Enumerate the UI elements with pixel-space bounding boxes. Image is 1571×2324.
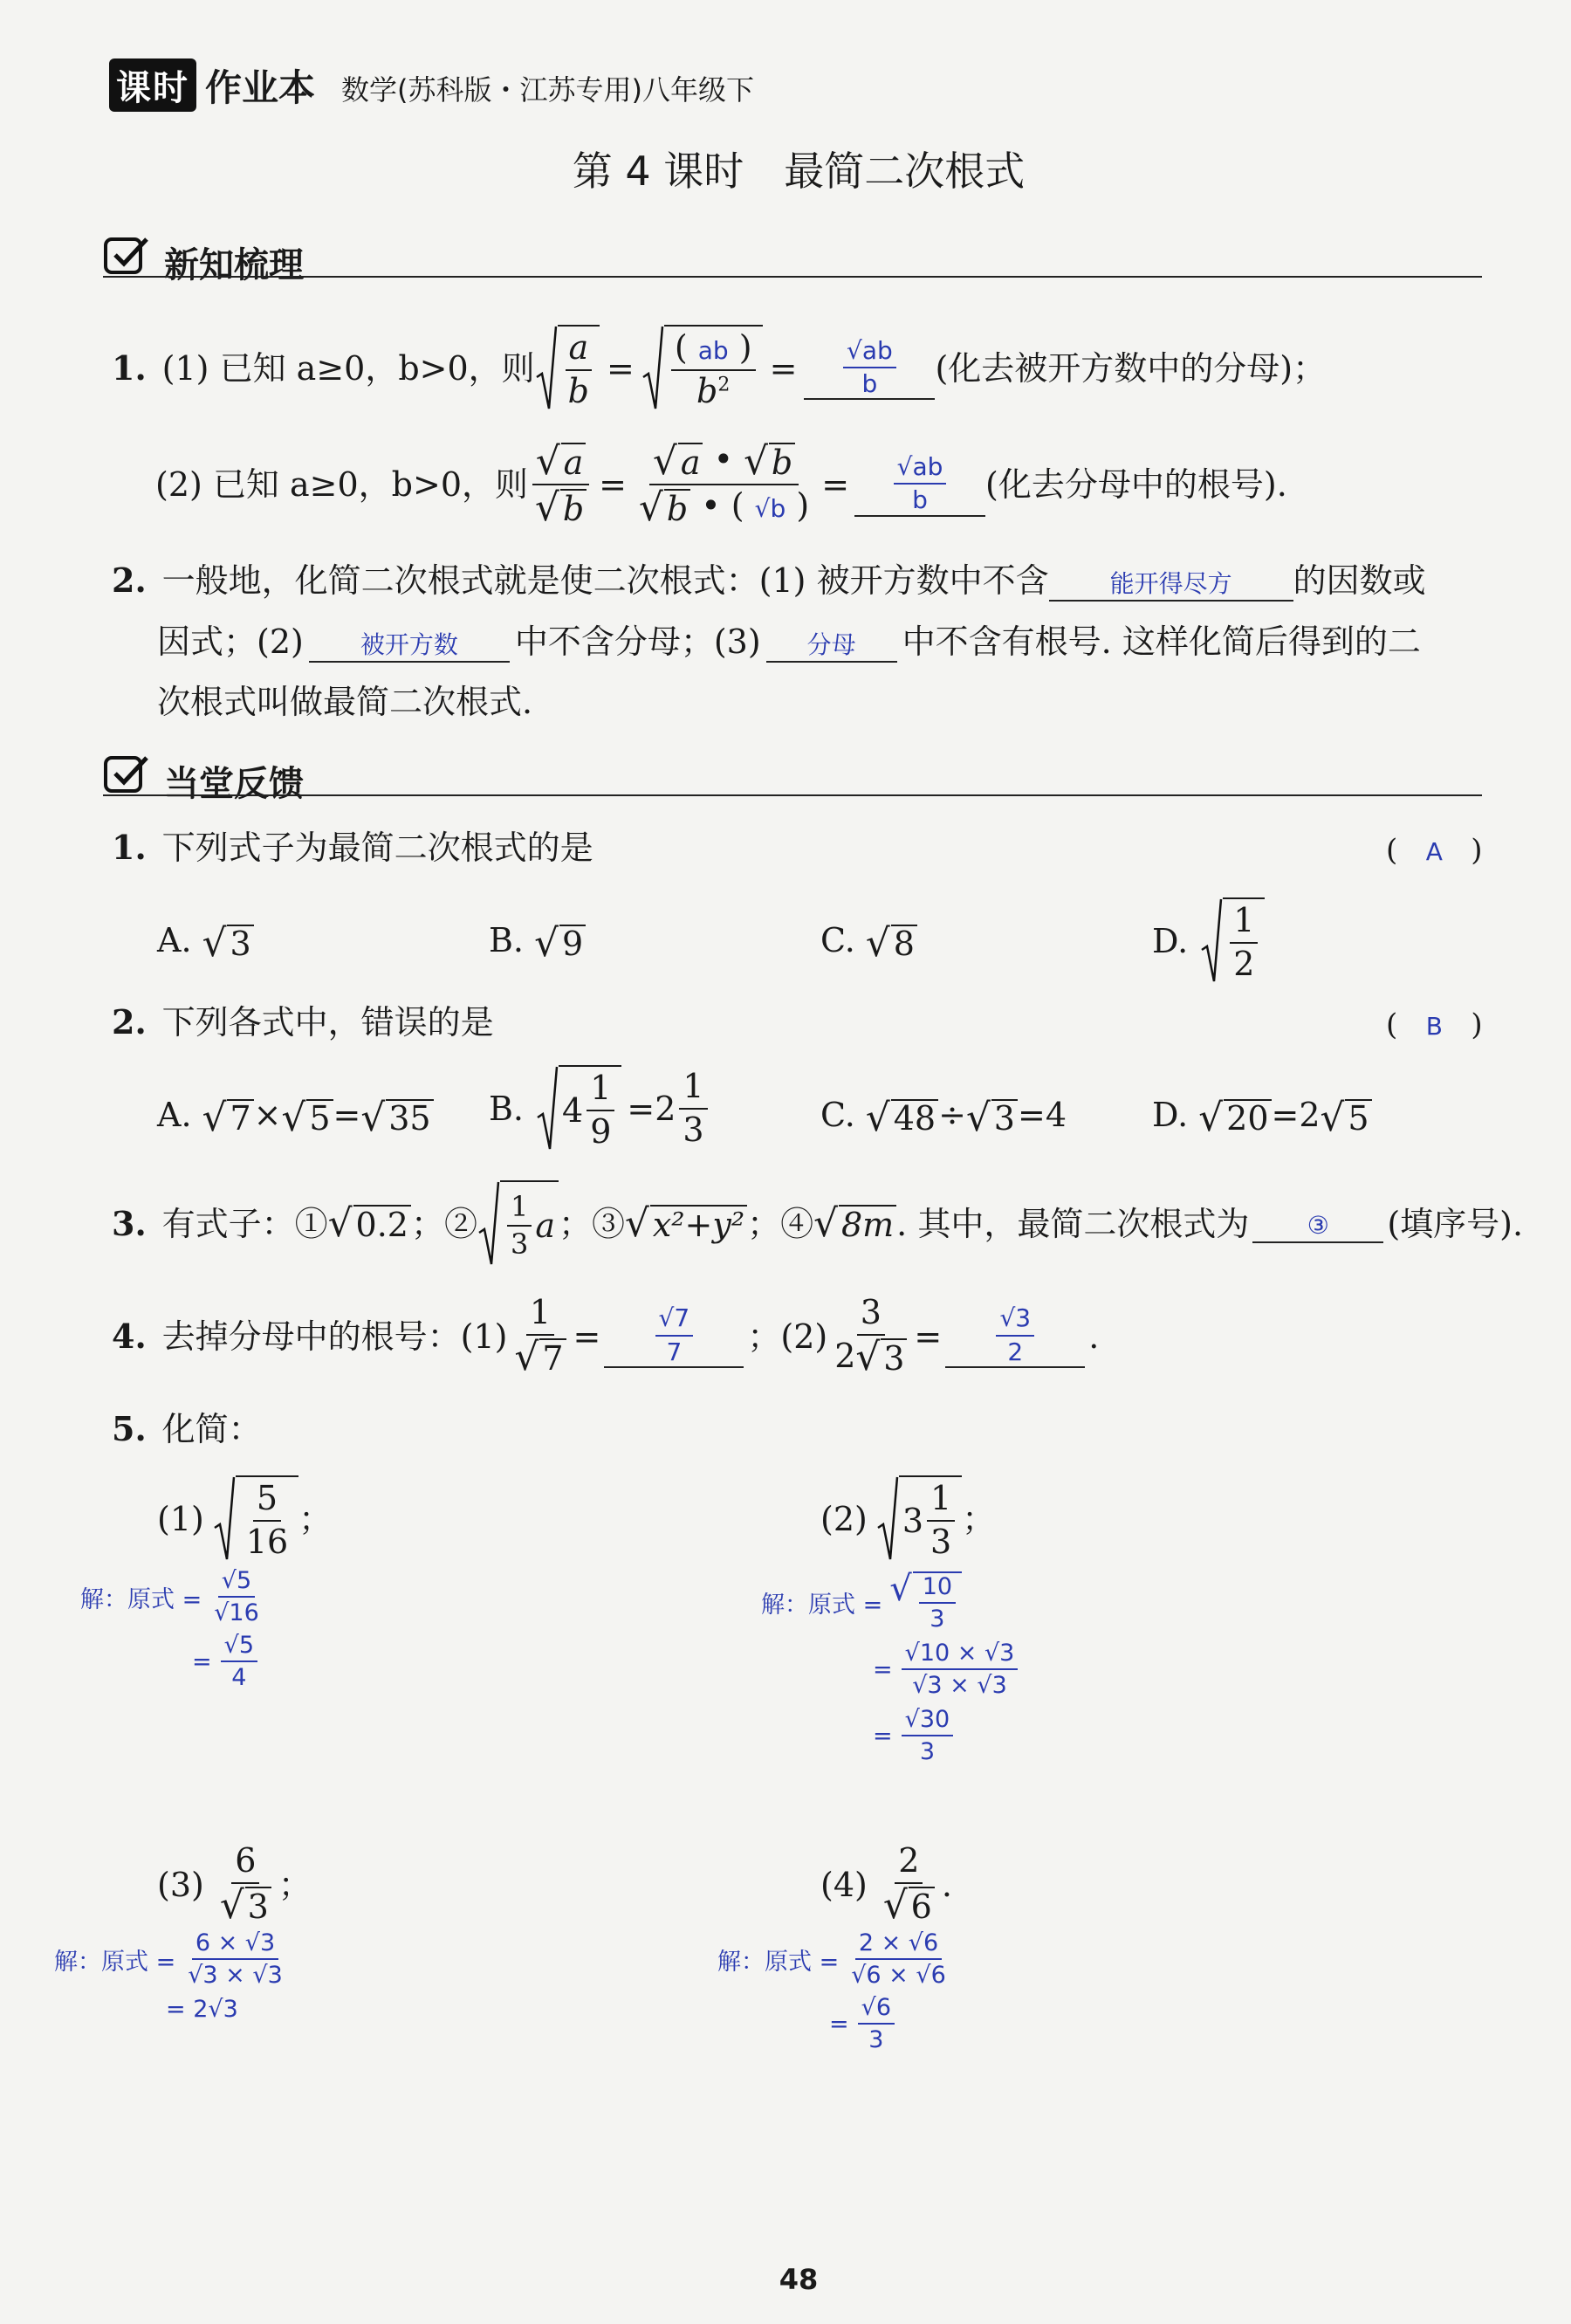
q-text: (1) 已知 a≥0，b>0，则 (161, 349, 535, 388)
frac-rationalize: √ a • √ b √ b • ( √b ) (639, 438, 810, 530)
answer-blank: 能开得尽方 (1049, 563, 1293, 602)
page-number: 48 (779, 2263, 819, 2296)
q5-part2: (2) 3 $\frac{1}{3}$ ； (820, 1475, 995, 1563)
frac-sqrt-a-over-sqrt-b: √ a √ b (532, 441, 590, 529)
series-name: 作业本 (205, 66, 316, 109)
q5-part4: (4) 2 √ 6 . (820, 1841, 952, 1929)
section-title: 新知梳理 (164, 245, 304, 285)
s2-q5-stem: 5. 化简： (112, 1409, 262, 1448)
sqrt-a-over-b: $\frac{a}{b}$ (535, 325, 600, 412)
header (109, 51, 754, 112)
q5-part3: (3) 6 √ 3 ； (157, 1841, 312, 1929)
s1-q2-line2: 因式；(2) 被开方数 中不含分母；(3) 分母 中不含有根号. 这样化简后得到的二 (157, 622, 1421, 661)
s2-q3: 3. 有式子：① √ 0.2 ；② $\frac{1}{3}$ a ；③ √ x²+y² ；④ √ 8m . 其中，最简二次根式为 ③ (填序号). (112, 1180, 1523, 1268)
s2-q2-stem: 2. 下列各式中，错误的是 (112, 1002, 494, 1042)
answer-paren: ( B ) (1386, 1007, 1483, 1042)
solution-1: 解：原式 = $\frac{√5}{√16}$ = $\frac{√5}{4}$ (80, 1567, 259, 1692)
option-c[interactable]: C. √ 48 ÷ √ 3 =4 (820, 1095, 1067, 1140)
section-title: 当堂反馈 (164, 764, 304, 804)
answer-blank: $\frac{√ab}{b}$ (804, 337, 935, 400)
question-number: 1. (112, 348, 147, 388)
answer-blank: $\frac{√7}{7}$ (604, 1304, 744, 1367)
solution-4: 解：原式 = $\frac{2 \times √6}{√6 \times √6}$ = $\frac{√6}{3}$ (717, 1929, 946, 2054)
solution-3: 解：原式 = $\frac{6 \times √3}{√3 \times √3}$ = 2√3 (54, 1929, 283, 2024)
q-note: (化去被开方数中的分母)； (935, 349, 1327, 388)
option-a[interactable]: A. √ 7 × √ 5 = √ 35 (157, 1098, 434, 1137)
section-rule (103, 276, 1482, 278)
question-number: 2. (112, 560, 147, 600)
answer-blank: ③ (1252, 1205, 1383, 1243)
q5-part1: (1) $\frac{5}{16}$ ； (157, 1475, 332, 1563)
answer-fill: √b (754, 494, 786, 524)
subject-label: 数学(苏科版・江苏专用)八年级下 (341, 73, 754, 107)
s1-q1-part1: 1. (1) 已知 a≥0，b>0，则 $\frac{a}{b}$ = $\frac{( ab )}{b^2}$ = $\frac{√ab}{b}$ (化去被开方数中的分母)； (112, 325, 1326, 412)
section-header-new-knowledge (103, 234, 1482, 285)
lesson-title: 第 4 课时 最简二次根式 (572, 148, 1026, 195)
answer-blank: 被开方数 (309, 624, 510, 663)
option-a[interactable]: A. √ 3 (157, 924, 254, 962)
answer-paren: ( A ) (1386, 833, 1483, 868)
answer-fill: ab (697, 336, 729, 366)
option-b[interactable]: B. 4 $\frac{1}{9}$ =2 $\frac{1}{3}$ (489, 1065, 711, 1152)
section-header-feedback (103, 753, 1482, 804)
s1-q2-line1: 2. 一般地，化简二次根式就是使二次根式：(1) 被开方数中不含 能开得尽方 的因数或 (112, 560, 1426, 600)
s2-q4: 4. 去掉分母中的根号：(1) 1 √ 7 = $\frac{√7}{7}$ ；(2) 3 2 √ 3 = $\frac{√3}{2}$ . (112, 1293, 1100, 1380)
answer-blank: $\frac{√ab}{b}$ (854, 453, 985, 516)
option-c[interactable]: C. √ 8 (820, 924, 917, 962)
logo: 课时 (109, 58, 196, 112)
answer-blank: 分母 (766, 624, 897, 663)
sqrt-ab-over-b2: $\frac{( ab )}{b^2}$ (641, 325, 763, 412)
section-rule (103, 794, 1482, 796)
option-d[interactable]: D. $\frac{1}{2}$ (1152, 897, 1265, 985)
q-note: (化去分母中的根号). (985, 465, 1287, 505)
s2-q1-stem: 1. 下列式子为最简二次根式的是 (112, 828, 593, 867)
answer-blank: $\frac{√3}{2}$ (945, 1304, 1085, 1367)
option-d[interactable]: D. √ 20 =2 √ 5 (1152, 1098, 1372, 1137)
s1-q1-part2: (2) 已知 a≥0，b>0，则 √ a √ b = √ a • √ b √ b • ( √b ) = $\frac{√ab}{b}$ (化去分母中的根号). (155, 438, 1287, 530)
checkbox-icon (103, 753, 150, 794)
option-b[interactable]: B. √ 9 (489, 924, 586, 962)
s1-q2-line3: 次根式叫做最简二次根式. (157, 683, 533, 721)
checkbox-icon (103, 234, 150, 276)
q-text: (2) 已知 a≥0，b>0，则 (155, 465, 528, 505)
solution-2: 解：原式 = √ $\frac{10}{3}$ = $\frac{√10 \times √3}{√3 \times √3}$ = $\frac{√30}{3}$ (761, 1571, 1021, 1765)
